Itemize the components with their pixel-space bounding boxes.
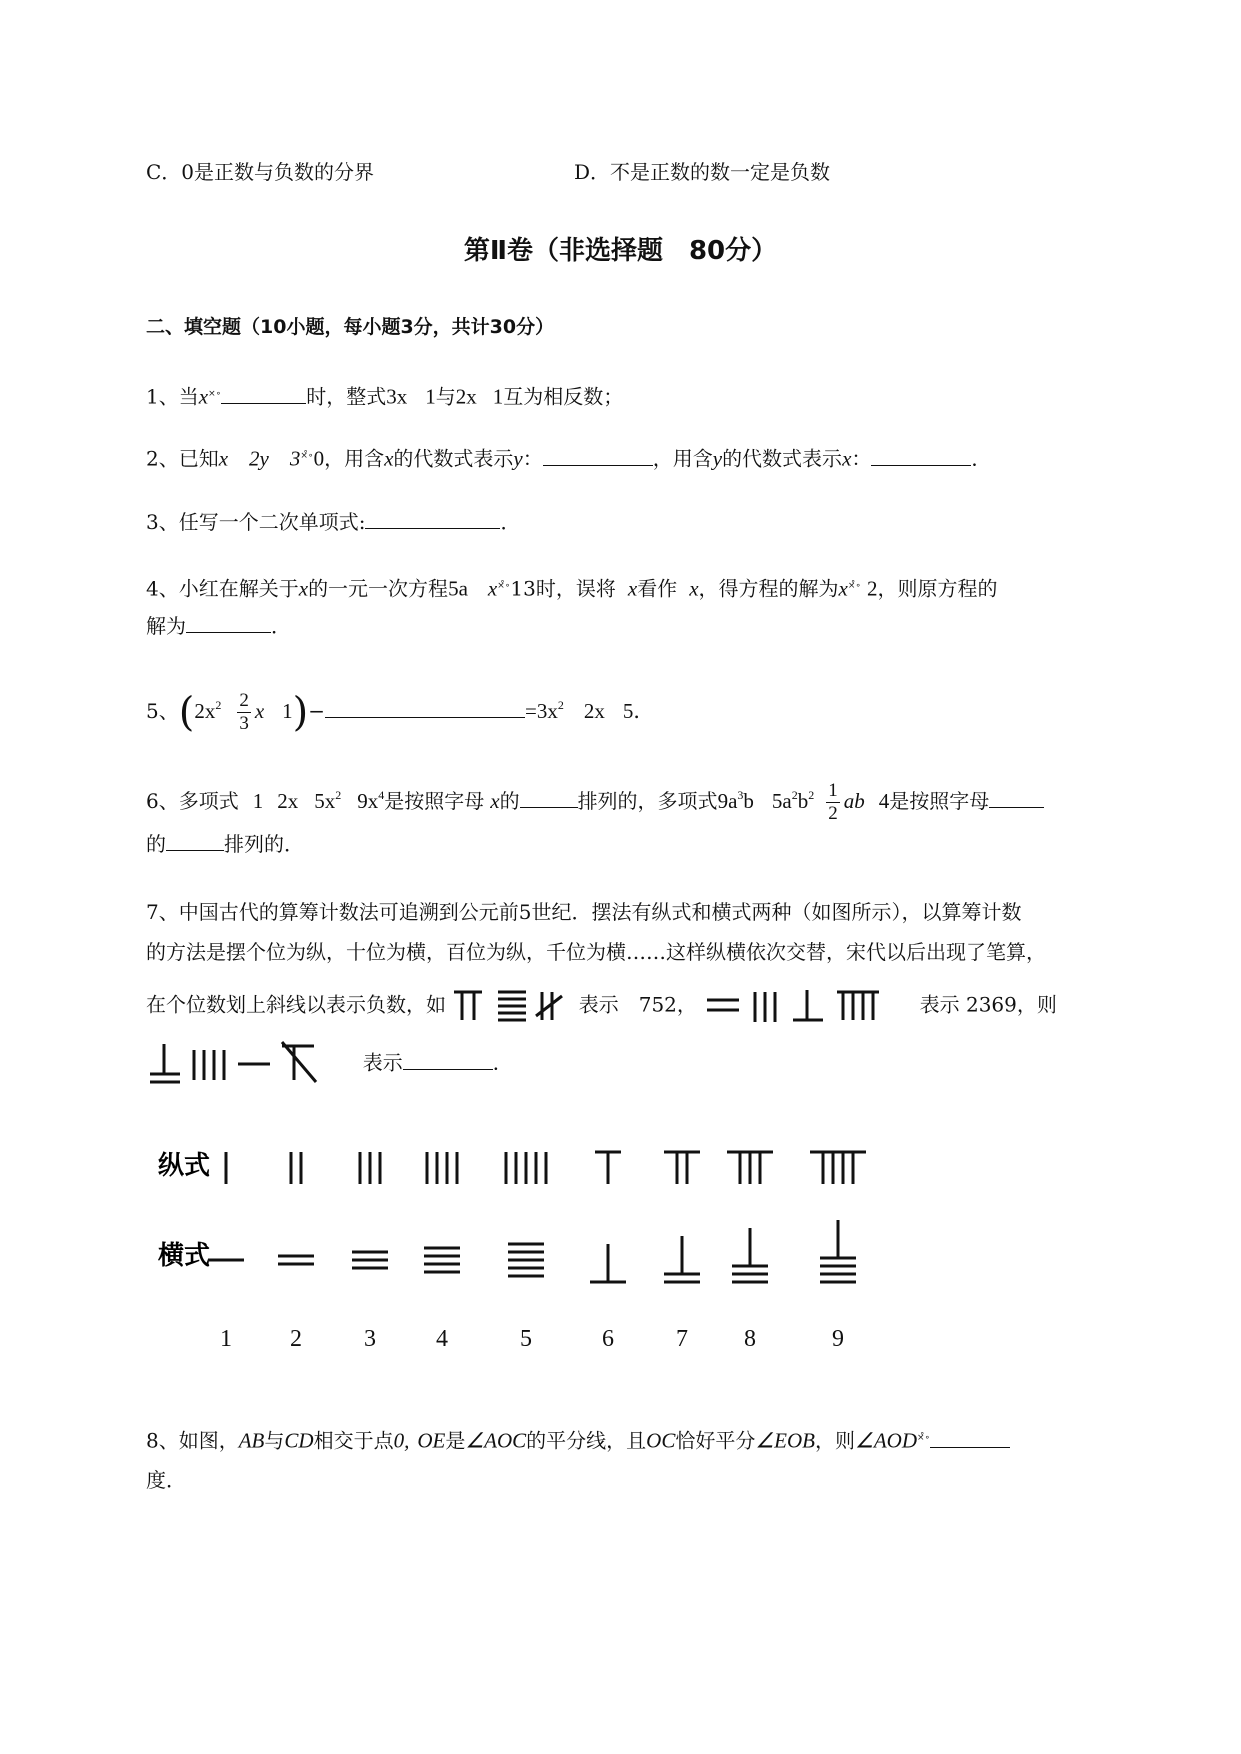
q1-var: x <box>198 384 209 409</box>
q2-mid1: ，用含 <box>324 446 385 471</box>
q1-tail: 互为相反数； <box>503 384 624 409</box>
vertical-rod-6 <box>595 1152 621 1184</box>
q2-colon: ： <box>522 446 543 471</box>
q6-blank-2[interactable] <box>989 787 1044 808</box>
q6-q2: 5a <box>771 789 792 813</box>
q5-eq: =3x <box>525 699 558 723</box>
digit-label-1: 1 <box>220 1326 232 1352</box>
q1-expr1b: 1 <box>425 384 436 409</box>
q6-b: 是按照字母 <box>384 789 485 813</box>
q6-a: 6、多项式 <box>146 789 239 813</box>
horizontal-rod-9 <box>820 1220 856 1282</box>
question-1 <box>146 380 623 411</box>
vertical-rod-9 <box>810 1152 866 1184</box>
q2-blank-2[interactable] <box>871 445 971 466</box>
q4-var5: x <box>838 576 848 601</box>
q2-colon2: ： <box>851 446 872 471</box>
q1-blank[interactable] <box>221 383 306 404</box>
q6-q1: 9a <box>717 789 738 813</box>
q4-var: x <box>298 576 309 601</box>
q2-var-x: x <box>384 446 394 471</box>
horizontal-rod-8 <box>732 1228 768 1282</box>
rod-numeral-figure <box>150 1140 970 1364</box>
question-2 <box>146 442 991 473</box>
q5-t5: 5． <box>622 699 655 723</box>
q2-mid4: 的代数式表示 <box>722 446 843 471</box>
q7-line3a: 在个位数划上斜线以表示负数，如 <box>146 992 446 1017</box>
q2-var-y: y <box>513 446 523 471</box>
q4-e: ，得方程的解为 <box>698 576 839 601</box>
q6-var: x <box>490 789 500 813</box>
q6-p4: 9x <box>357 789 379 813</box>
section-heading: 二、填空题（10小题，每小题3分，共计30分） <box>146 316 555 338</box>
digit-label-5: 5 <box>520 1326 532 1352</box>
q4-b: 的一元一次方程 <box>308 576 449 601</box>
garble-glyph: ×̊∘ <box>300 451 314 461</box>
horizontal-rod-4 <box>424 1248 460 1272</box>
q5-t4: 2x <box>583 699 605 723</box>
q6-c: 的 <box>499 789 520 813</box>
digit-label-9: 9 <box>832 1326 844 1352</box>
digit-label-2: 2 <box>290 1326 302 1352</box>
q6-d: 排列的，多项式 <box>577 789 718 813</box>
q1-expr2b: 1 <box>492 384 504 409</box>
q6-f: 的 <box>146 832 166 856</box>
q6-q3: ab <box>843 789 865 813</box>
garble-glyph: ×̊∘ <box>917 1433 931 1443</box>
choice-d: D．不是正数的数一定是负数 <box>574 160 831 184</box>
q8-aoc: ∠AOC <box>465 1428 527 1453</box>
q8-ab: AB <box>238 1428 265 1453</box>
q8-e: 的平分线，且 <box>526 1428 647 1453</box>
q5-fraction: $\frac{2}{3}$ <box>239 690 249 734</box>
digit-label-4: 4 <box>436 1326 448 1352</box>
rod-numeral-2369-icon <box>703 986 913 1026</box>
question-4 <box>146 572 998 603</box>
q8-cd: CD <box>284 1428 314 1453</box>
rod-numeral-chart <box>150 1140 970 1360</box>
vertical-rod-4 <box>427 1152 457 1184</box>
q4-end: ． <box>271 614 291 638</box>
q8-f: 恰好平分 <box>675 1428 756 1453</box>
q2-mid3: ，用含 <box>652 446 713 471</box>
digit-label-7: 7 <box>676 1326 688 1352</box>
q4-g: 解为 <box>146 614 186 638</box>
q6-g: 排列的． <box>224 832 304 856</box>
question-6-line-2 <box>146 830 304 858</box>
question-7-line-3 <box>146 986 1057 1026</box>
question-3 <box>146 508 520 536</box>
q1-num: 1、当 <box>146 384 199 409</box>
q8-oe: OE <box>417 1428 446 1453</box>
q7-line3b: 表示 752， <box>578 992 697 1017</box>
vertical-rod-2 <box>291 1152 301 1184</box>
q2-var-x2: x <box>842 446 852 471</box>
q5-num: 5、 <box>146 699 179 723</box>
q4-d: 看作 <box>637 576 678 601</box>
q2-num: 2、已知 <box>146 446 219 471</box>
q8-oc: OC <box>646 1428 676 1453</box>
q8-d: 是 <box>445 1428 466 1453</box>
horizontal-rod-5 <box>508 1244 544 1276</box>
q2-end: ． <box>971 446 992 471</box>
left-paren: ( <box>178 689 195 736</box>
garble-glyph: ×∘ <box>208 389 222 399</box>
q8-o: 0, <box>393 1428 410 1453</box>
q6-blank-3[interactable] <box>166 830 224 851</box>
choice-c: C．0是正数与负数的分界 <box>146 160 375 184</box>
vertical-rod-5 <box>506 1152 546 1184</box>
q4-var3: x <box>627 576 638 601</box>
q1-mid2: 与 <box>435 384 456 409</box>
question-4-line-2 <box>146 612 291 640</box>
digit-label-8: 8 <box>744 1326 756 1352</box>
q5-t2: x <box>254 699 265 723</box>
question-7-line-1: 7、中国古代的算筹计数法可追溯到公元前5世纪．摆法有纵式和横式两种（如图所示），以算筹计数 <box>146 900 1022 924</box>
q6-blank-1[interactable] <box>520 787 578 808</box>
q6-q4: 4 <box>878 789 890 813</box>
q4-sol: 2 <box>867 576 878 601</box>
digit-label-3: 3 <box>364 1326 376 1352</box>
q2-mid2: 的代数式表示 <box>393 446 514 471</box>
question-8 <box>146 1424 1010 1455</box>
q4-var4: x <box>689 576 699 601</box>
q6-fraction: $\frac{1}{2}$ <box>828 780 838 824</box>
vertical-rod-3 <box>360 1152 380 1184</box>
q6-p3: 5x <box>314 789 336 813</box>
q3-text: 3、任写一个二次单项式: <box>146 510 366 534</box>
q5-t1: 2x <box>194 699 216 723</box>
q4-f: ，则原方程的 <box>877 576 998 601</box>
q7-line3c: 表示 2369，则 <box>919 992 1057 1017</box>
q2-var-y2: y <box>712 446 723 471</box>
horizontal-rod-2 <box>278 1256 314 1264</box>
garble-glyph: ×̊∘ <box>847 581 862 591</box>
q2-eq: x 2y 3 <box>218 446 301 471</box>
q4-blank[interactable] <box>186 612 271 633</box>
q6-e: 是按照字母 <box>889 789 990 813</box>
q1-mid1: 时，整式 <box>306 384 387 409</box>
q3-blank[interactable] <box>365 508 500 529</box>
q4-a: 4、小红在解关于 <box>146 576 299 601</box>
vertical-rod-7 <box>664 1152 700 1184</box>
row-label-horizontal: 横式 <box>158 1241 211 1271</box>
q8-a: 8、如图， <box>146 1428 239 1453</box>
rod-numeral-752-icon <box>452 988 572 1024</box>
q8-aod: ∠AOD <box>855 1428 917 1453</box>
q2-eq-end: 0 <box>313 446 325 471</box>
digit-label-6: 6 <box>602 1326 614 1352</box>
question-8-line-2: 度． <box>146 1468 186 1492</box>
q2-blank-1[interactable] <box>543 445 653 466</box>
q1-expr1: 3x <box>386 384 408 409</box>
q4-eq: 5a <box>448 576 468 601</box>
row-label-vertical: 纵式 <box>158 1151 211 1181</box>
rod-numeral-question-icon <box>146 1040 326 1088</box>
q7-line4: 表示 <box>362 1050 403 1075</box>
q8-c: 相交于点 <box>313 1428 394 1453</box>
q4-var2: x <box>487 576 498 601</box>
horizontal-rod-7 <box>664 1236 700 1282</box>
q8-blank[interactable] <box>930 1427 1010 1448</box>
part-title: 第Ⅱ卷（非选择题 80分） <box>463 236 778 266</box>
q5-blank[interactable] <box>325 697 525 718</box>
horizontal-rod-6 <box>590 1244 626 1282</box>
horizontal-rod-3 <box>352 1252 388 1268</box>
q6-p2: 2x <box>277 789 299 813</box>
q8-b: 与 <box>264 1428 285 1453</box>
q3-end: ． <box>500 510 521 534</box>
q7-blank[interactable] <box>403 1049 493 1070</box>
q1-expr2: 2x <box>455 384 477 409</box>
q6-p1: 1 <box>252 789 264 813</box>
q8-eob: ∠EOB <box>755 1428 815 1453</box>
question-7-line-4 <box>146 1040 513 1090</box>
q7-end: ． <box>492 1050 513 1075</box>
right-paren: ) <box>292 689 309 736</box>
garble-glyph: ×̊∘ <box>497 581 511 591</box>
question-5: 5、($2x^2$ $\frac{2}{3}$ x $1)- =3x^2$ 2x 5． <box>146 689 655 736</box>
q5-minus: − <box>308 699 326 723</box>
q8-g: ，则 <box>815 1428 855 1453</box>
vertical-rod-8 <box>727 1152 773 1184</box>
question-7-line-2: 的方法是摆个位为纵，十位为横，百位为纵，千位为横……这样纵横依次交替，宋代以后出现了笔算， <box>146 940 1046 964</box>
q5-t3: 1 <box>282 699 293 723</box>
question-6: 6、多项式 1 2x $5x^2$ $9x^4$是按照字母 x的 排列的，多项式$9a^3b$ $5a^2b^2$ $\frac{1}{2}$ ab 4是按照字母 <box>146 780 1044 825</box>
q4-c: 13时，误将 <box>510 576 616 601</box>
